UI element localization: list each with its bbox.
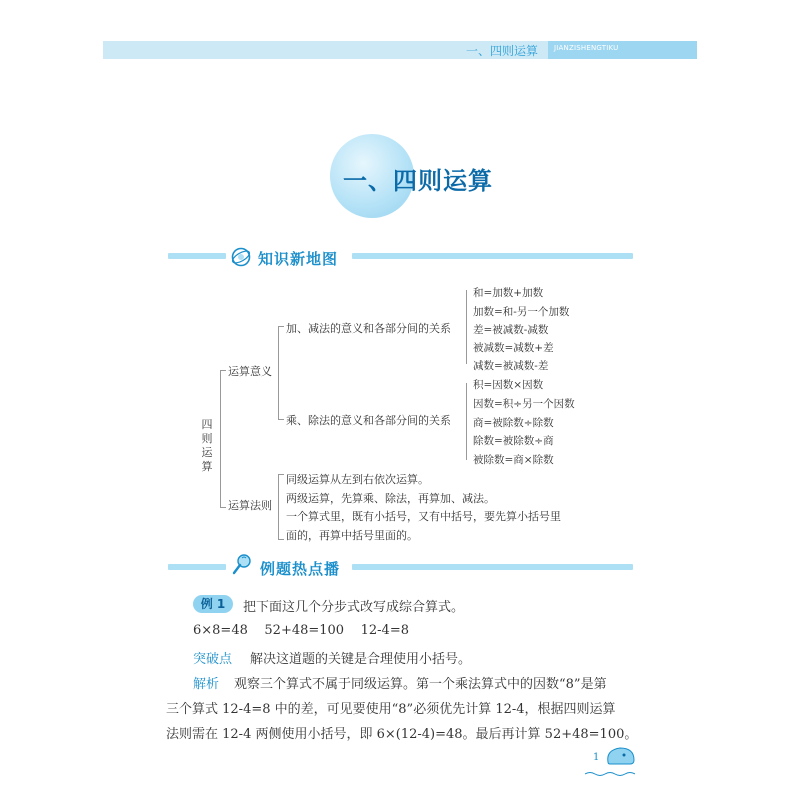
rule-line: 面的，再算中括号里面的。 (286, 529, 418, 542)
leaf-formula: 被减数=减数+差 (473, 342, 554, 354)
leaf-formula: 加数=和-另一个加数 (473, 306, 570, 318)
rules-bracket-top (278, 474, 284, 475)
leaf-formula: 商=被除数÷除数 (473, 417, 554, 429)
leaf-formula: 减数=被减数-差 (473, 360, 549, 372)
rule-line: 两级运算，先算乘、除法，再算加、减法。 (286, 492, 495, 505)
examples-heading: 例题热点播 (260, 560, 341, 578)
chapter-title: 一、四则运算 (343, 167, 493, 195)
branch-rules-label: 运算法则 (228, 499, 272, 512)
add-sub-label: 加、减法的意义和各部分间的关系 (286, 322, 451, 335)
rule-line: 同级运算从左到右依次运算。 (286, 473, 429, 486)
section-rule-left (168, 564, 226, 570)
add-sub-bracket (466, 290, 467, 364)
example-badge: 例 1 (193, 595, 233, 613)
analysis-line: 法则需在 12-4 两侧使用小括号，即 6×(12-4)=48。最后再计算 52+48=100。 (166, 727, 638, 742)
example-prompt: 把下面这几个分步式改写成综合算式。 (243, 600, 465, 615)
leaf-formula: 和=加数+加数 (473, 287, 544, 299)
rules-bracket (278, 474, 279, 540)
analysis-line: 观察三个算式不属于同级运算。第一个乘法算式中的因数“8”是第 (234, 677, 607, 692)
leaf-formula: 因数=积÷另一个因数 (473, 398, 575, 410)
knowledge-map-heading: 知识新地图 (258, 250, 339, 268)
header-tab-text: JIANZISHENGTIKU (554, 44, 619, 52)
root-bracket (220, 370, 221, 508)
page-number: 1 (593, 752, 600, 763)
breakthrough-text: 解决这道题的关键是合理使用小括号。 (250, 652, 472, 667)
rules-bracket-bottom (278, 539, 284, 540)
mul-div-bracket (466, 383, 467, 460)
analysis-label: 解析 (193, 677, 220, 692)
example-equations: 6×8=48 52+48=100 12-4=8 (193, 623, 409, 638)
globe-icon (230, 246, 252, 268)
rule-line: 一个算式里，既有小括号，又有中括号，要先算小括号里 (286, 510, 561, 523)
meaning-bracket-bottom (278, 419, 284, 420)
mul-div-label: 乘、除法的意义和各部分间的关系 (286, 414, 451, 427)
breakthrough-label: 突破点 (193, 652, 233, 667)
leaf-formula: 差=被减数-减数 (473, 324, 549, 336)
map-root-label: 四 则 运 算 (201, 418, 213, 473)
wave-decoration (585, 762, 635, 766)
branch-meaning-label: 运算意义 (228, 365, 272, 378)
microphone-icon (230, 553, 252, 575)
section-rule-right (352, 564, 633, 570)
root-bracket-top (220, 370, 226, 371)
leaf-formula: 被除数=商×除数 (473, 454, 554, 466)
header-section-title: 一、四则运算 (465, 44, 538, 58)
leaf-formula: 除数=被除数÷商 (473, 435, 554, 447)
meaning-bracket (278, 326, 279, 420)
leaf-formula: 积=因数×因数 (473, 379, 544, 391)
section-rule-left (168, 253, 226, 259)
header-tab (548, 41, 697, 59)
root-bracket-bottom (220, 507, 226, 508)
section-rule-right (352, 253, 633, 259)
analysis-line: 三个算式 12-4=8 中的差，可见要使用“8”必须优先计算 12-4，根据四则运算 (166, 702, 616, 717)
meaning-bracket-top (278, 326, 284, 327)
